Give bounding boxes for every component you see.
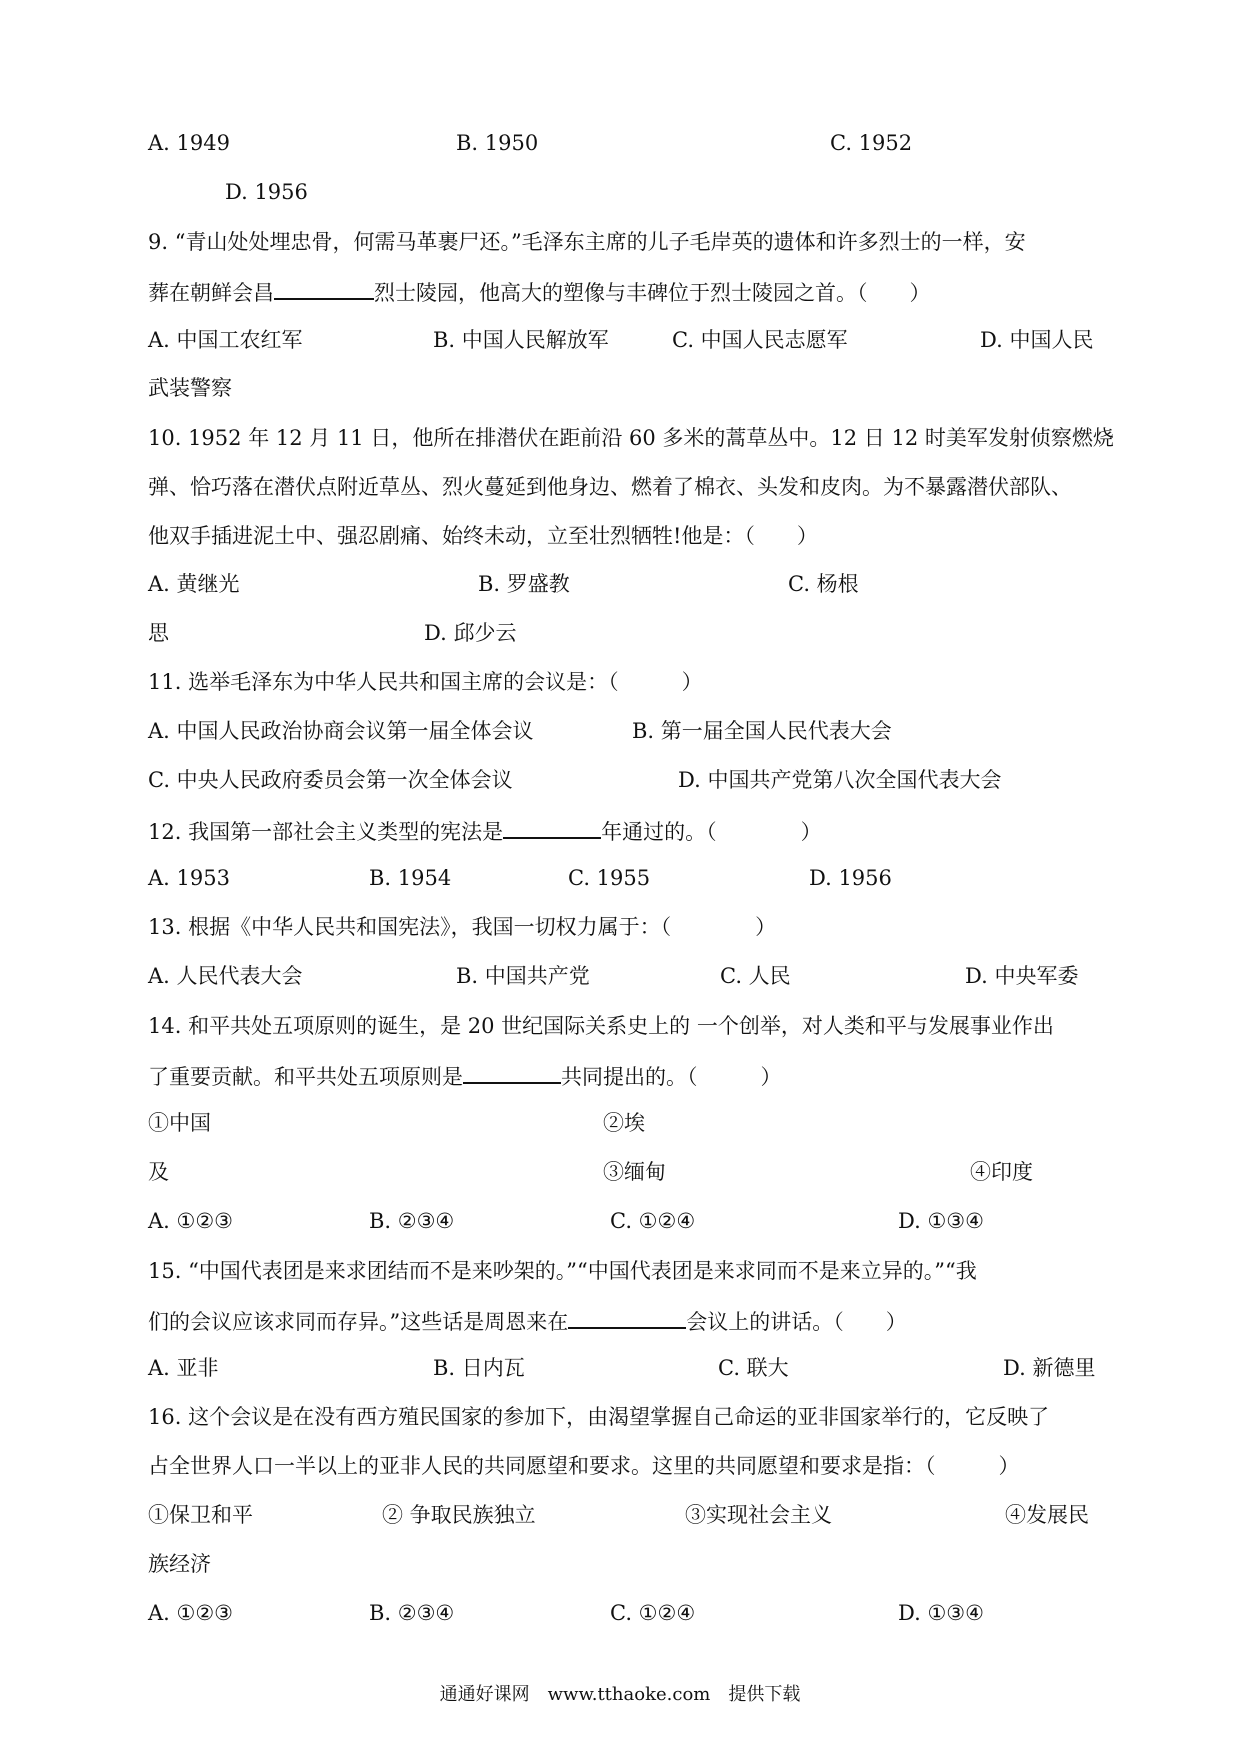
answer-blank xyxy=(274,280,374,300)
q16-item-4-cont: 族经济 xyxy=(148,1552,211,1576)
q16-item-4: ④发展民 xyxy=(1005,1503,1089,1527)
q14-stem-post: 共同提出的。（ ） xyxy=(561,1065,782,1089)
q12-stem-post: 年通过的。（ ） xyxy=(601,820,822,844)
q10-option-a: A. 黄继光 xyxy=(148,572,240,596)
q15-option-b: B. 日内瓦 xyxy=(433,1356,525,1380)
q13-option-d: D. 中央军委 xyxy=(965,964,1079,988)
q9-stem-pre: 葬在朝鲜会昌 xyxy=(148,281,274,305)
q16-item-2: ② 争取民族独立 xyxy=(382,1503,536,1527)
q8-option-d: D. 1956 xyxy=(225,180,308,204)
q16-stem-line1: 16. 这个会议是在没有西方殖民国家的参加下，由渴望掌握自己命运的亚非国家举行的，它反映了 xyxy=(148,1405,1050,1429)
q11-option-b: B. 第一届全国人民代表大会 xyxy=(632,719,892,743)
q13-stem: 13. 根据《中华人民共和国宪法》，我国一切权力属于：（ ） xyxy=(148,915,777,939)
q9-option-c: C. 中国人民志愿军 xyxy=(672,328,848,352)
q13-option-a: A. 人民代表大会 xyxy=(148,964,303,988)
q12-option-d: D. 1956 xyxy=(809,866,892,890)
q16-item-3: ③实现社会主义 xyxy=(685,1503,832,1527)
q9-option-b: B. 中国人民解放军 xyxy=(433,328,609,352)
q12-option-b: B. 1954 xyxy=(369,866,452,890)
q12-stem-pre: 12. 我国第一部社会主义类型的宪法是 xyxy=(148,820,504,844)
q14-option-a: A. ①②③ xyxy=(148,1209,233,1233)
q9-option-a: A. 中国工农红军 xyxy=(148,328,303,352)
q9-stem-line1: 9. “青山处处埋忠骨，何需马革裹尸还。”毛泽东主席的儿子毛岸英的遗体和许多烈士的一样，安 xyxy=(148,230,1026,254)
q8-option-b: B. 1950 xyxy=(456,131,539,155)
q14-item-1: ①中国 xyxy=(148,1111,211,1135)
q16-stem-line2: 占全世界人口一半以上的亚非人民的共同愿望和要求。这里的共同愿望和要求是指：（ ） xyxy=(148,1454,1020,1478)
q10-option-c: C. 杨根 xyxy=(788,572,859,596)
answer-blank xyxy=(463,1064,561,1084)
q15-option-d: D. 新德里 xyxy=(1003,1356,1096,1380)
q10-stem-line1: 10. 1952 年 12 月 11 日，他所在排潜伏在距前沿 60 多米的蒿草丛中。12 日 12 时美军发射侦察燃烧 xyxy=(148,426,1114,450)
q9-stem-post: 烈士陵园，他高大的塑像与丰碑位于烈士陵园之首。（ ） xyxy=(374,281,931,305)
q16-option-d: D. ①③④ xyxy=(898,1601,984,1625)
q12-stem xyxy=(148,819,822,843)
q16-option-c: C. ①②④ xyxy=(610,1601,696,1625)
q10-stem-line2: 弹、恰巧落在潜伏点附近草丛、烈火蔓延到他身边、燃着了棉衣、头发和皮肉。为不暴露潜伏部队、 xyxy=(148,475,1072,499)
q15-stem-pre: 们的会议应该求同而存异。”这些话是周恩来在 xyxy=(148,1310,569,1334)
q15-option-c: C. 联大 xyxy=(718,1356,789,1380)
q14-option-d: D. ①③④ xyxy=(898,1209,984,1233)
q12-option-a: A. 1953 xyxy=(148,866,230,890)
q12-option-c: C. 1955 xyxy=(568,866,651,890)
q11-option-c: C. 中央人民政府委员会第一次全体会议 xyxy=(148,768,513,792)
q10-option-b: B. 罗盛教 xyxy=(478,572,570,596)
q15-stem-post: 会议上的讲话。（ ） xyxy=(686,1310,907,1334)
q14-item-2-cont: 及 xyxy=(148,1160,169,1184)
q13-option-c: C. 人民 xyxy=(720,964,791,988)
q16-option-a: A. ①②③ xyxy=(148,1601,233,1625)
q14-item-4: ④印度 xyxy=(970,1160,1033,1184)
q8-option-a: A. 1949 xyxy=(148,131,230,155)
q16-option-b: B. ②③④ xyxy=(369,1601,455,1625)
q11-option-a: A. 中国人民政治协商会议第一届全体会议 xyxy=(148,719,534,743)
q14-item-3: ③缅甸 xyxy=(603,1160,666,1184)
q14-option-c: C. ①②④ xyxy=(610,1209,696,1233)
q14-item-2: ②埃 xyxy=(603,1111,645,1135)
q9-option-d: D. 中国人民 xyxy=(980,328,1094,352)
q14-stem-line1: 14. 和平共处五项原则的诞生，是 20 世纪国际关系史上的 一个创举，对人类和平与发展事业作出 xyxy=(148,1014,1054,1038)
q13-option-b: B. 中国共产党 xyxy=(456,964,590,988)
q11-option-d: D. 中国共产党第八次全国代表大会 xyxy=(678,768,1002,792)
q8-option-c: C. 1952 xyxy=(830,131,913,155)
q15-option-a: A. 亚非 xyxy=(148,1356,219,1380)
footer-source: 通通好课网 www.tthaoke.com 提供下载 xyxy=(439,1684,801,1705)
q10-stem-line3: 他双手插进泥土中、强忍剧痛、始终未动，立至壮烈牺牲!他是：（ ） xyxy=(148,524,818,548)
q15-stem-line2 xyxy=(148,1309,907,1333)
q14-option-b: B. ②③④ xyxy=(369,1209,455,1233)
q14-stem-line2 xyxy=(148,1064,782,1088)
q10-option-d: D. 邱少云 xyxy=(424,621,517,645)
q9-option-d-cont: 武装警察 xyxy=(148,376,232,400)
q9-stem-line2 xyxy=(148,280,931,304)
answer-blank xyxy=(568,1309,686,1329)
q14-stem-pre: 了重要贡献。和平共处五项原则是 xyxy=(148,1065,463,1089)
q11-stem: 11. 选举毛泽东为中华人民共和国主席的会议是：（ ） xyxy=(148,670,703,694)
q15-stem-line1: 15. “中国代表团是来求团结而不是来吵架的。”“中国代表团是来求同而不是来立异的。”“我 xyxy=(148,1259,977,1283)
q10-option-c-cont: 思 xyxy=(148,621,169,645)
answer-blank xyxy=(503,819,601,839)
q16-item-1: ①保卫和平 xyxy=(148,1503,253,1527)
